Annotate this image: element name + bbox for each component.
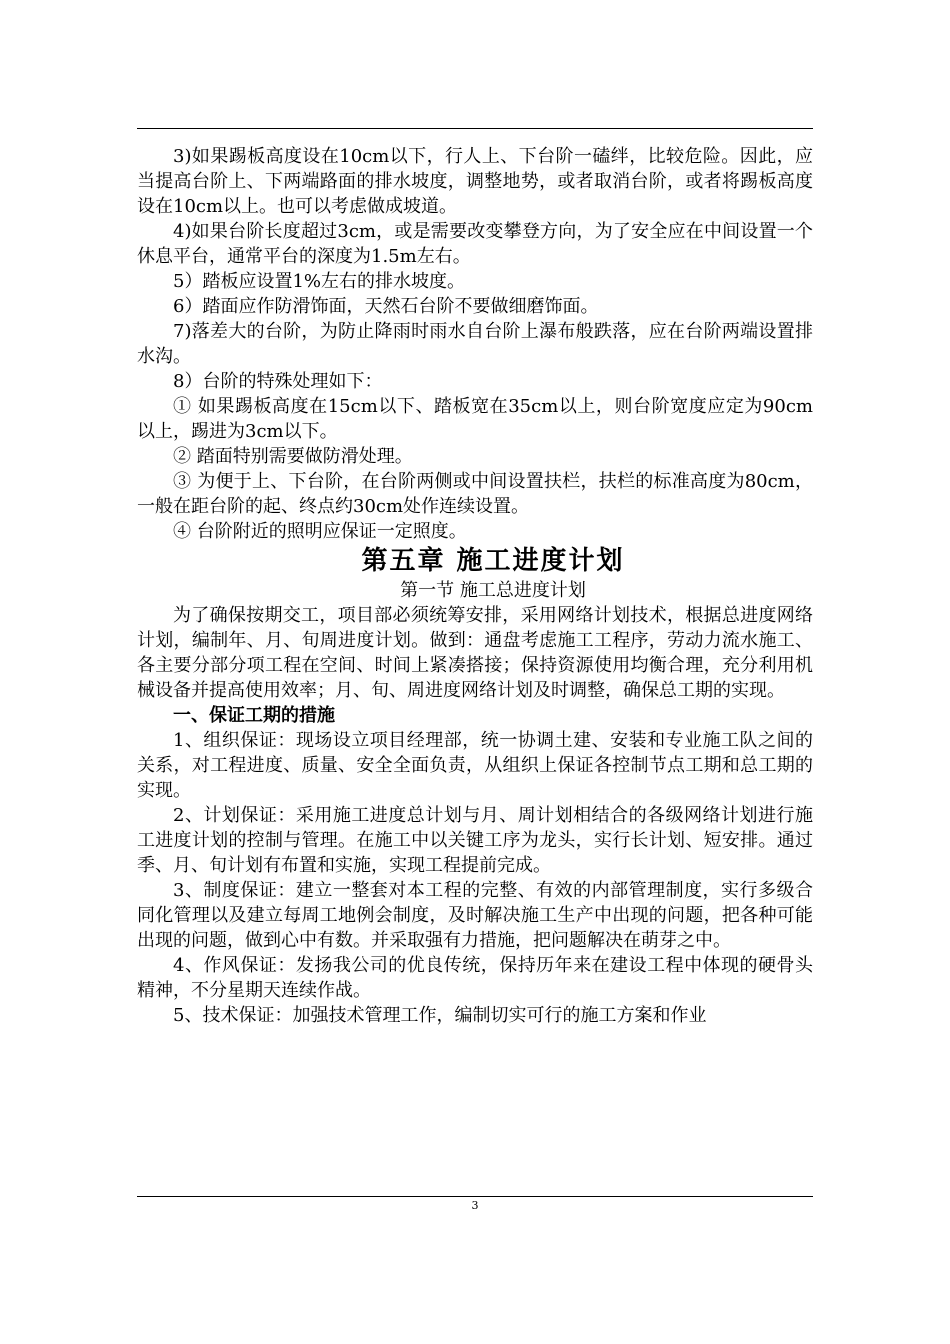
measure-paragraph: 3、制度保证：建立一整套对本工程的完整、有效的内部管理制度，实行多级合同化管理以及建立每周工地例会制度，及时解决施工生产中出现的问题，把各种可能出现的问题，做到心中有数。并采取强有力措施，把问题解决在萌芽之中。 (137, 880, 813, 951)
page-number: 3 (471, 1199, 479, 1212)
chapter-title: 第五章 施工进度计划 (361, 546, 625, 576)
paragraph: 6）踏面应作防滑饰面，天然石台阶不要做细磨饰面。 (173, 296, 599, 317)
paragraph: 3)如果踢板高度设在10cm以下，行人上、下台阶一磕绊，比较危险。因此，应当提高台阶上、下两端路面的排水坡度，调整地势，或者取消台阶，或者将踢板高度设在10cm以上。也可以考虑做成坡道。 (137, 146, 813, 217)
paragraph: ② 踏面特别需要做防滑处理。 (173, 446, 413, 467)
paragraph: 4)如果台阶长度超过3cm，或是需要改变攀登方向，为了安全应在中间设置一个休息平台，通常平台的深度为1.5m左右。 (137, 221, 813, 267)
measure-paragraph: 1、组织保证：现场设立项目经理部，统一协调土建、安装和专业施工队之间的关系，对工程进度、质量、安全全面负责，从组织上保证各控制节点工期和总工期的实现。 (137, 730, 813, 801)
subheading: 一、保证工期的措施 (173, 705, 335, 726)
measure-paragraph: 2、计划保证：采用施工进度总计划与月、周计划相结合的各级网络计划进行施工进度计划的控制与管理。在施工中以关键工序为龙头，实行长计划、短安排。通过季、月、旬计划有布置和实施，实现工程提前完成。 (137, 805, 813, 876)
measure-paragraph: 4、作风保证：发扬我公司的优良传统，保持历年来在建设工程中体现的硬骨头精神，不分星期天连续作战。 (137, 955, 813, 1001)
paragraph: 5）踏板应设置1%左右的排水坡度。 (173, 271, 466, 292)
paragraph: ④ 台阶附近的照明应保证一定照度。 (173, 521, 467, 542)
footer-rule (137, 1196, 813, 1197)
document-body (137, 144, 813, 1028)
paragraph: 8）台阶的特殊处理如下： (173, 371, 383, 392)
section-title: 第一节 施工总进度计划 (400, 580, 586, 601)
paragraph: ③ 为便于上、下台阶，在台阶两侧或中间设置扶栏，扶栏的标准高度为80cm，一般在距台阶的起、终点约30cm处作连续设置。 (137, 471, 813, 517)
measure-paragraph: 5、技术保证：加强技术管理工作，编制切实可行的施工方案和作业 (173, 1005, 707, 1026)
intro-paragraph: 为了确保按期交工，项目部必须统筹安排，采用网络计划技术，根据总进度网络计划，编制年、月、旬周进度计划。做到：通盘考虑施工工程序，劳动力流水施工、各主要分部分项工程在空间、时间上紧凑搭接；保持资源使用均衡合理，充分利用机械设备并提高使用效率；月、旬、周进度网络计划及时调整，确保总工期的实现。 (137, 605, 813, 701)
paragraph: 7)落差大的台阶，为防止降雨时雨水自台阶上瀑布般跌落，应在台阶两端设置排水沟。 (137, 321, 813, 367)
paragraph: ① 如果踢板高度在15cm以下、踏板宽在35cm以上，则台阶宽度应定为90cm以上，踢进为3cm以下。 (137, 396, 813, 442)
header-rule (137, 128, 813, 129)
